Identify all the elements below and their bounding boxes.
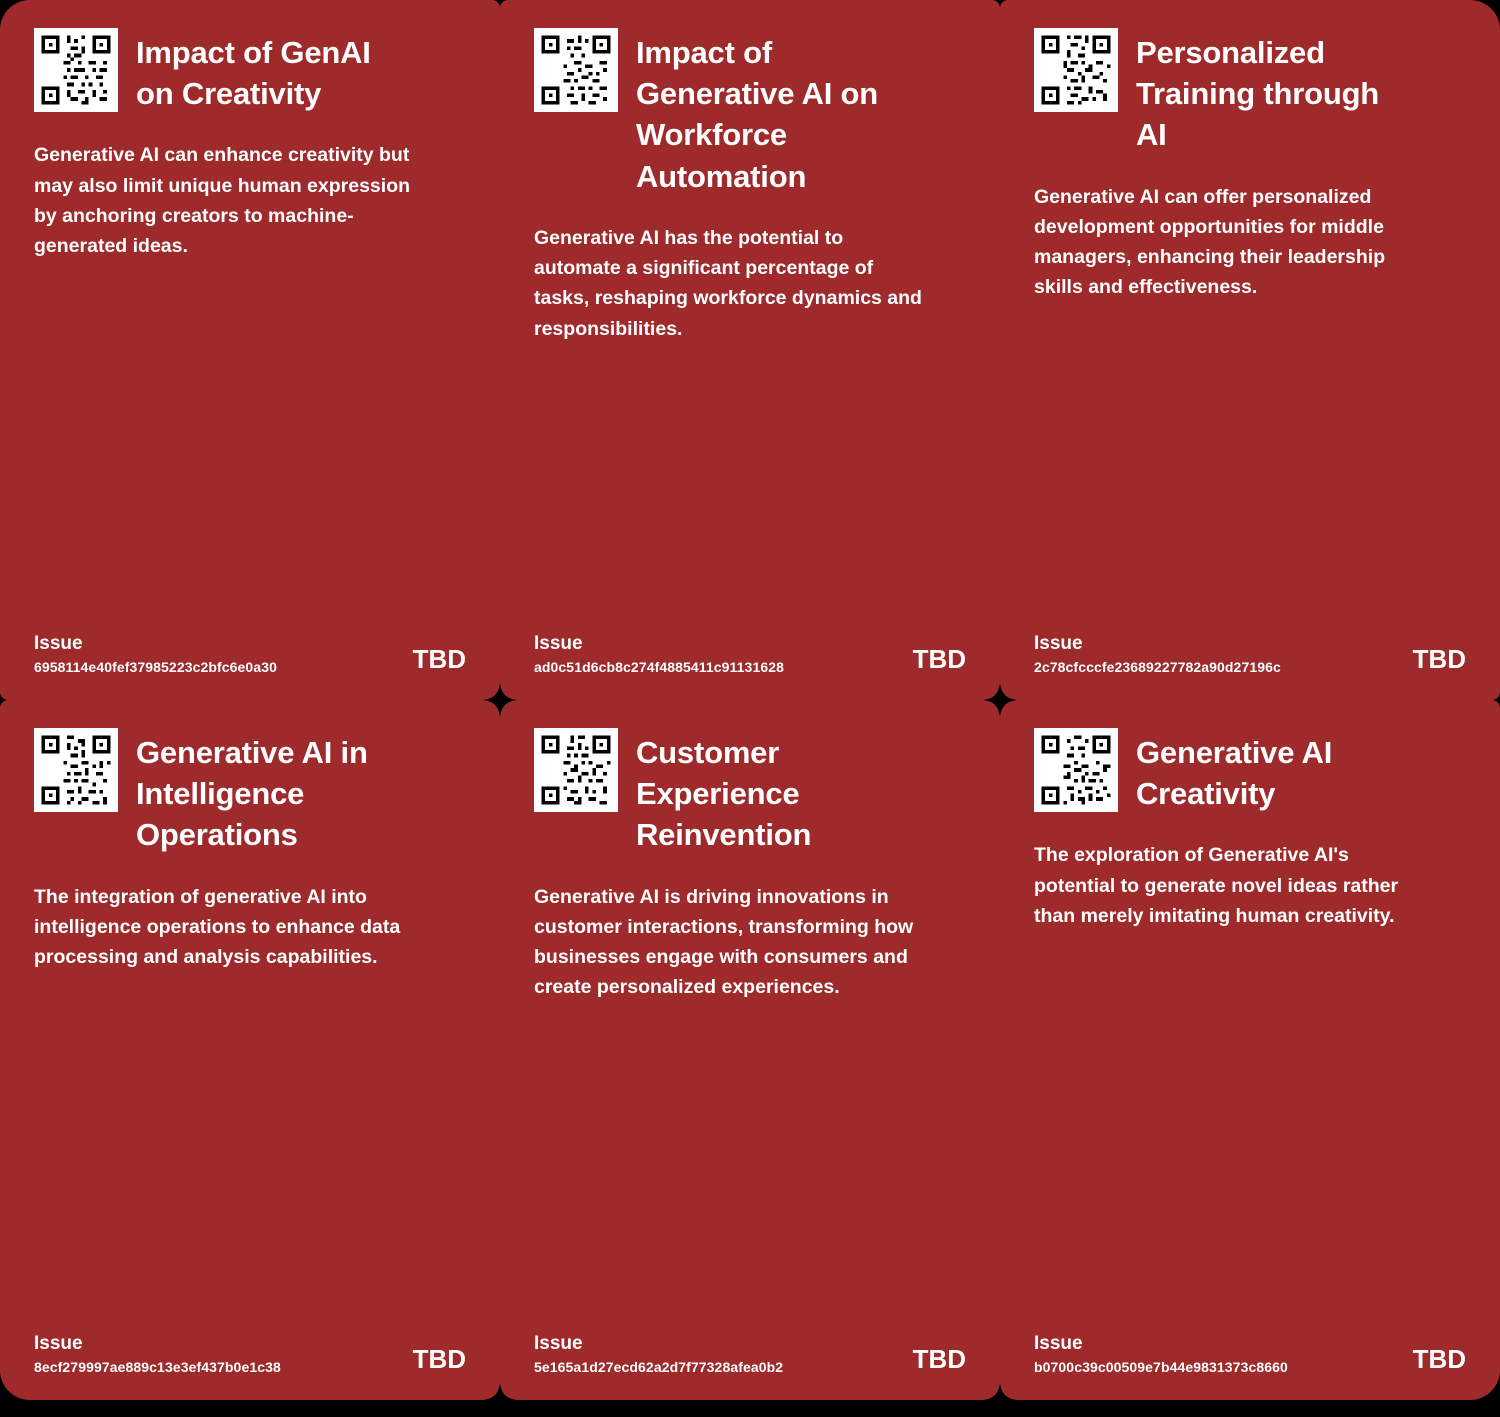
status-badge: TBD (912, 644, 966, 674)
card-description: The exploration of Generative AI's potential to generate novel ideas rather than merely imitating human creativity. (1034, 844, 1399, 927)
card-title: Customer Experience Reinvention (636, 735, 812, 853)
card-item[interactable] (500, 0, 1000, 700)
footer-label: Issue (1034, 633, 1083, 654)
status-badge: TBD (912, 1344, 966, 1374)
qr-code-icon[interactable] (1034, 728, 1118, 812)
card-footer (34, 634, 466, 674)
card-footer (34, 1334, 466, 1374)
footer-label: Issue (534, 1333, 583, 1354)
card-title: Impact of Generative AI on Workforce Automation (636, 35, 878, 194)
card-header (534, 28, 966, 197)
card-footer (534, 634, 966, 674)
spacer (34, 972, 466, 1334)
footer-id: 5e165a1d27ecd62a2d7f77328afea0b2 (534, 1359, 784, 1375)
card-title: Impact of GenAI on Creativity (136, 35, 371, 112)
footer-id: 8ecf279997ae889c13e3ef437b0e1c38 (34, 1359, 281, 1375)
footer-label: Issue (1034, 1333, 1083, 1354)
card-description: The integration of generative AI into intelligence operations to enhance data processing and analysis capabilities. (34, 885, 401, 969)
card-description: Generative AI can offer personalized development opportunities for middle managers, enhancing their leadership skills and effectiveness. (1034, 185, 1386, 299)
footer-id: b0700c39c00509e7b44e9831373c8660 (1034, 1359, 1288, 1375)
footer-label: Issue (534, 633, 583, 654)
footer-id: 6958114e40fef37985223c2bfc6e0a30 (34, 659, 277, 675)
status-badge: TBD (1412, 1344, 1466, 1374)
footer-meta (1034, 1334, 1288, 1374)
card-header (1034, 28, 1466, 156)
qr-code-icon[interactable] (34, 728, 118, 812)
card-header (34, 728, 466, 856)
qr-code-icon[interactable] (34, 28, 118, 112)
card-item[interactable] (1000, 0, 1500, 700)
qr-code-icon[interactable] (1034, 28, 1118, 112)
spacer (534, 344, 966, 634)
card-footer (1034, 1334, 1466, 1374)
card-description: Generative AI can enhance creativity but may also limit unique human expression by anchoring creators to machine-generated ideas. (34, 144, 411, 258)
card-item[interactable] (0, 700, 500, 1400)
spacer (1034, 931, 1466, 1334)
footer-meta (34, 634, 277, 674)
card-footer (1034, 634, 1466, 674)
qr-code-icon[interactable] (534, 28, 618, 112)
card-title: Personalized Training through AI (1136, 35, 1380, 153)
footer-label: Issue (34, 633, 83, 654)
card-item[interactable] (0, 0, 500, 700)
spacer (34, 261, 466, 634)
footer-id: 2c78cfcccfe23689227782a90d27196c (1034, 659, 1281, 675)
footer-meta (1034, 634, 1281, 674)
card-title: Generative AI in Intelligence Operations (136, 735, 368, 853)
footer-id: ad0c51d6cb8c274f4885411c91131628 (534, 659, 784, 675)
footer-meta (534, 634, 784, 674)
footer-meta (34, 1334, 281, 1374)
status-badge: TBD (412, 1344, 466, 1374)
card-header (534, 728, 966, 856)
card-header (34, 28, 466, 114)
spacer (1034, 303, 1466, 634)
status-badge: TBD (412, 644, 466, 674)
footer-meta (534, 1334, 783, 1374)
card-item[interactable] (500, 700, 1000, 1400)
card-header (1034, 728, 1466, 814)
card-title: Generative AI Creativity (1136, 735, 1333, 812)
card-footer (534, 1334, 966, 1374)
card-item[interactable] (1000, 700, 1500, 1400)
qr-code-icon[interactable] (534, 728, 618, 812)
status-badge: TBD (1412, 644, 1466, 674)
footer-label: Issue (34, 1333, 83, 1354)
card-description: Generative AI has the potential to automate a significant percentage of tasks, reshaping workforce dynamics and responsibilities. (534, 226, 922, 340)
card-description: Generative AI is driving innovations in customer interactions, transforming how businesses engage with consumers and create personalized experiences. (534, 885, 914, 999)
spacer (534, 1003, 966, 1334)
